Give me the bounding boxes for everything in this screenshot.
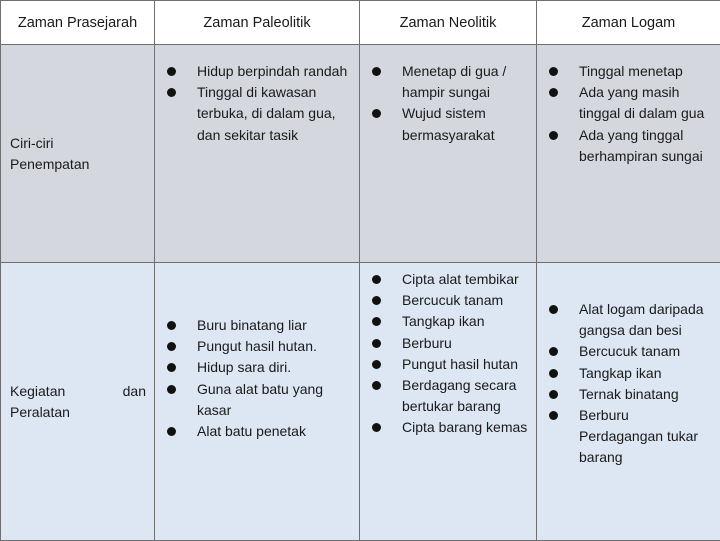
list-neolitik-penempatan	[360, 61, 536, 146]
list-paleolitik-kegiatan	[155, 315, 359, 442]
list-item: Wujud sistem bermasyarakat	[360, 103, 536, 145]
list-item: Ada yang masih tinggal di dalam gua	[537, 82, 720, 124]
bullet-icon	[372, 275, 381, 284]
header-zaman-paleolitik: Zaman Paleolitik	[155, 1, 360, 45]
bullet-icon	[167, 363, 176, 372]
cell-logam-kegiatan	[537, 263, 720, 541]
cell-paleolitik-penempatan	[155, 45, 360, 263]
bullet-icon	[549, 131, 558, 140]
bullet-icon	[372, 423, 381, 432]
list-item: Cipta alat tembikar	[360, 269, 536, 290]
list-logam-kegiatan	[537, 299, 720, 469]
list-item: Guna alat batu yang kasar	[155, 379, 359, 421]
list-item: Hidup sara diri.	[155, 357, 359, 378]
list-neolitik-kegiatan	[360, 269, 536, 439]
bullet-icon	[167, 67, 176, 76]
bullet-icon	[372, 67, 381, 76]
bullet-icon	[549, 411, 558, 420]
bullet-icon	[167, 427, 176, 436]
bullet-icon	[372, 296, 381, 305]
bullet-icon	[167, 342, 176, 351]
list-item: Ada yang tinggal berhampiran sungai	[537, 125, 720, 167]
cell-logam-penempatan	[537, 45, 720, 263]
list-item: Bercucuk tanam	[360, 290, 536, 311]
bullet-icon	[167, 88, 176, 97]
list-item: Alat logam daripada gangsa dan besi	[537, 299, 720, 341]
cell-neolitik-penempatan	[360, 45, 537, 263]
table-row-ciri-ciri-penempatan	[1, 45, 720, 263]
list-item: Tinggal di kawasan terbuka, di dalam gua, dan sekitar tasik	[155, 82, 359, 146]
bullet-icon	[372, 317, 381, 326]
header-zaman-prasejarah: Zaman Prasejarah	[1, 1, 155, 45]
list-item: Berburu Perdagangan tukar barang	[537, 405, 720, 469]
list-item: Tinggal menetap	[537, 61, 720, 82]
list-item: Berdagang secara bertukar barang	[360, 375, 536, 417]
bullet-icon	[372, 339, 381, 348]
list-item: Hidup berpindah randah	[155, 61, 359, 82]
list-item: Ternak binatang	[537, 384, 720, 405]
list-paleolitik-penempatan	[155, 61, 359, 146]
bullet-icon	[549, 390, 558, 399]
list-item: Bercucuk tanam	[537, 341, 720, 362]
table-row-kegiatan-dan-peralatan	[1, 263, 720, 541]
header-zaman-neolitik: Zaman Neolitik	[360, 1, 537, 45]
list-item: Tangkap ikan	[537, 363, 720, 384]
cell-paleolitik-kegiatan	[155, 263, 360, 541]
list-logam-penempatan	[537, 61, 720, 167]
list-item: Pungut hasil hutan	[360, 354, 536, 375]
list-item: Pungut hasil hutan.	[155, 336, 359, 357]
row-label-ciri-ciri-penempatan: Ciri-ciri Penempatan	[1, 45, 155, 263]
list-item: Alat batu penetak	[155, 421, 359, 442]
bullet-icon	[549, 305, 558, 314]
list-item: Buru binatang liar	[155, 315, 359, 336]
list-item: Tangkap ikan	[360, 311, 536, 332]
bullet-icon	[549, 67, 558, 76]
header-row	[1, 1, 720, 45]
bullet-icon	[549, 88, 558, 97]
cell-neolitik-kegiatan	[360, 263, 537, 541]
bullet-icon	[167, 321, 176, 330]
bullet-icon	[549, 347, 558, 356]
list-item: Menetap di gua / hampir sungai	[360, 61, 536, 103]
header-zaman-logam: Zaman Logam	[537, 1, 720, 45]
row-label-kegiatan-dan-peralatan: Kegiatan dan Peralatan	[1, 263, 155, 541]
bullet-icon	[549, 369, 558, 378]
list-item: Berburu	[360, 333, 536, 354]
bullet-icon	[372, 381, 381, 390]
bullet-icon	[372, 109, 381, 118]
bullet-icon	[372, 360, 381, 369]
bullet-icon	[167, 385, 176, 394]
list-item: Cipta barang kemas	[360, 417, 536, 438]
